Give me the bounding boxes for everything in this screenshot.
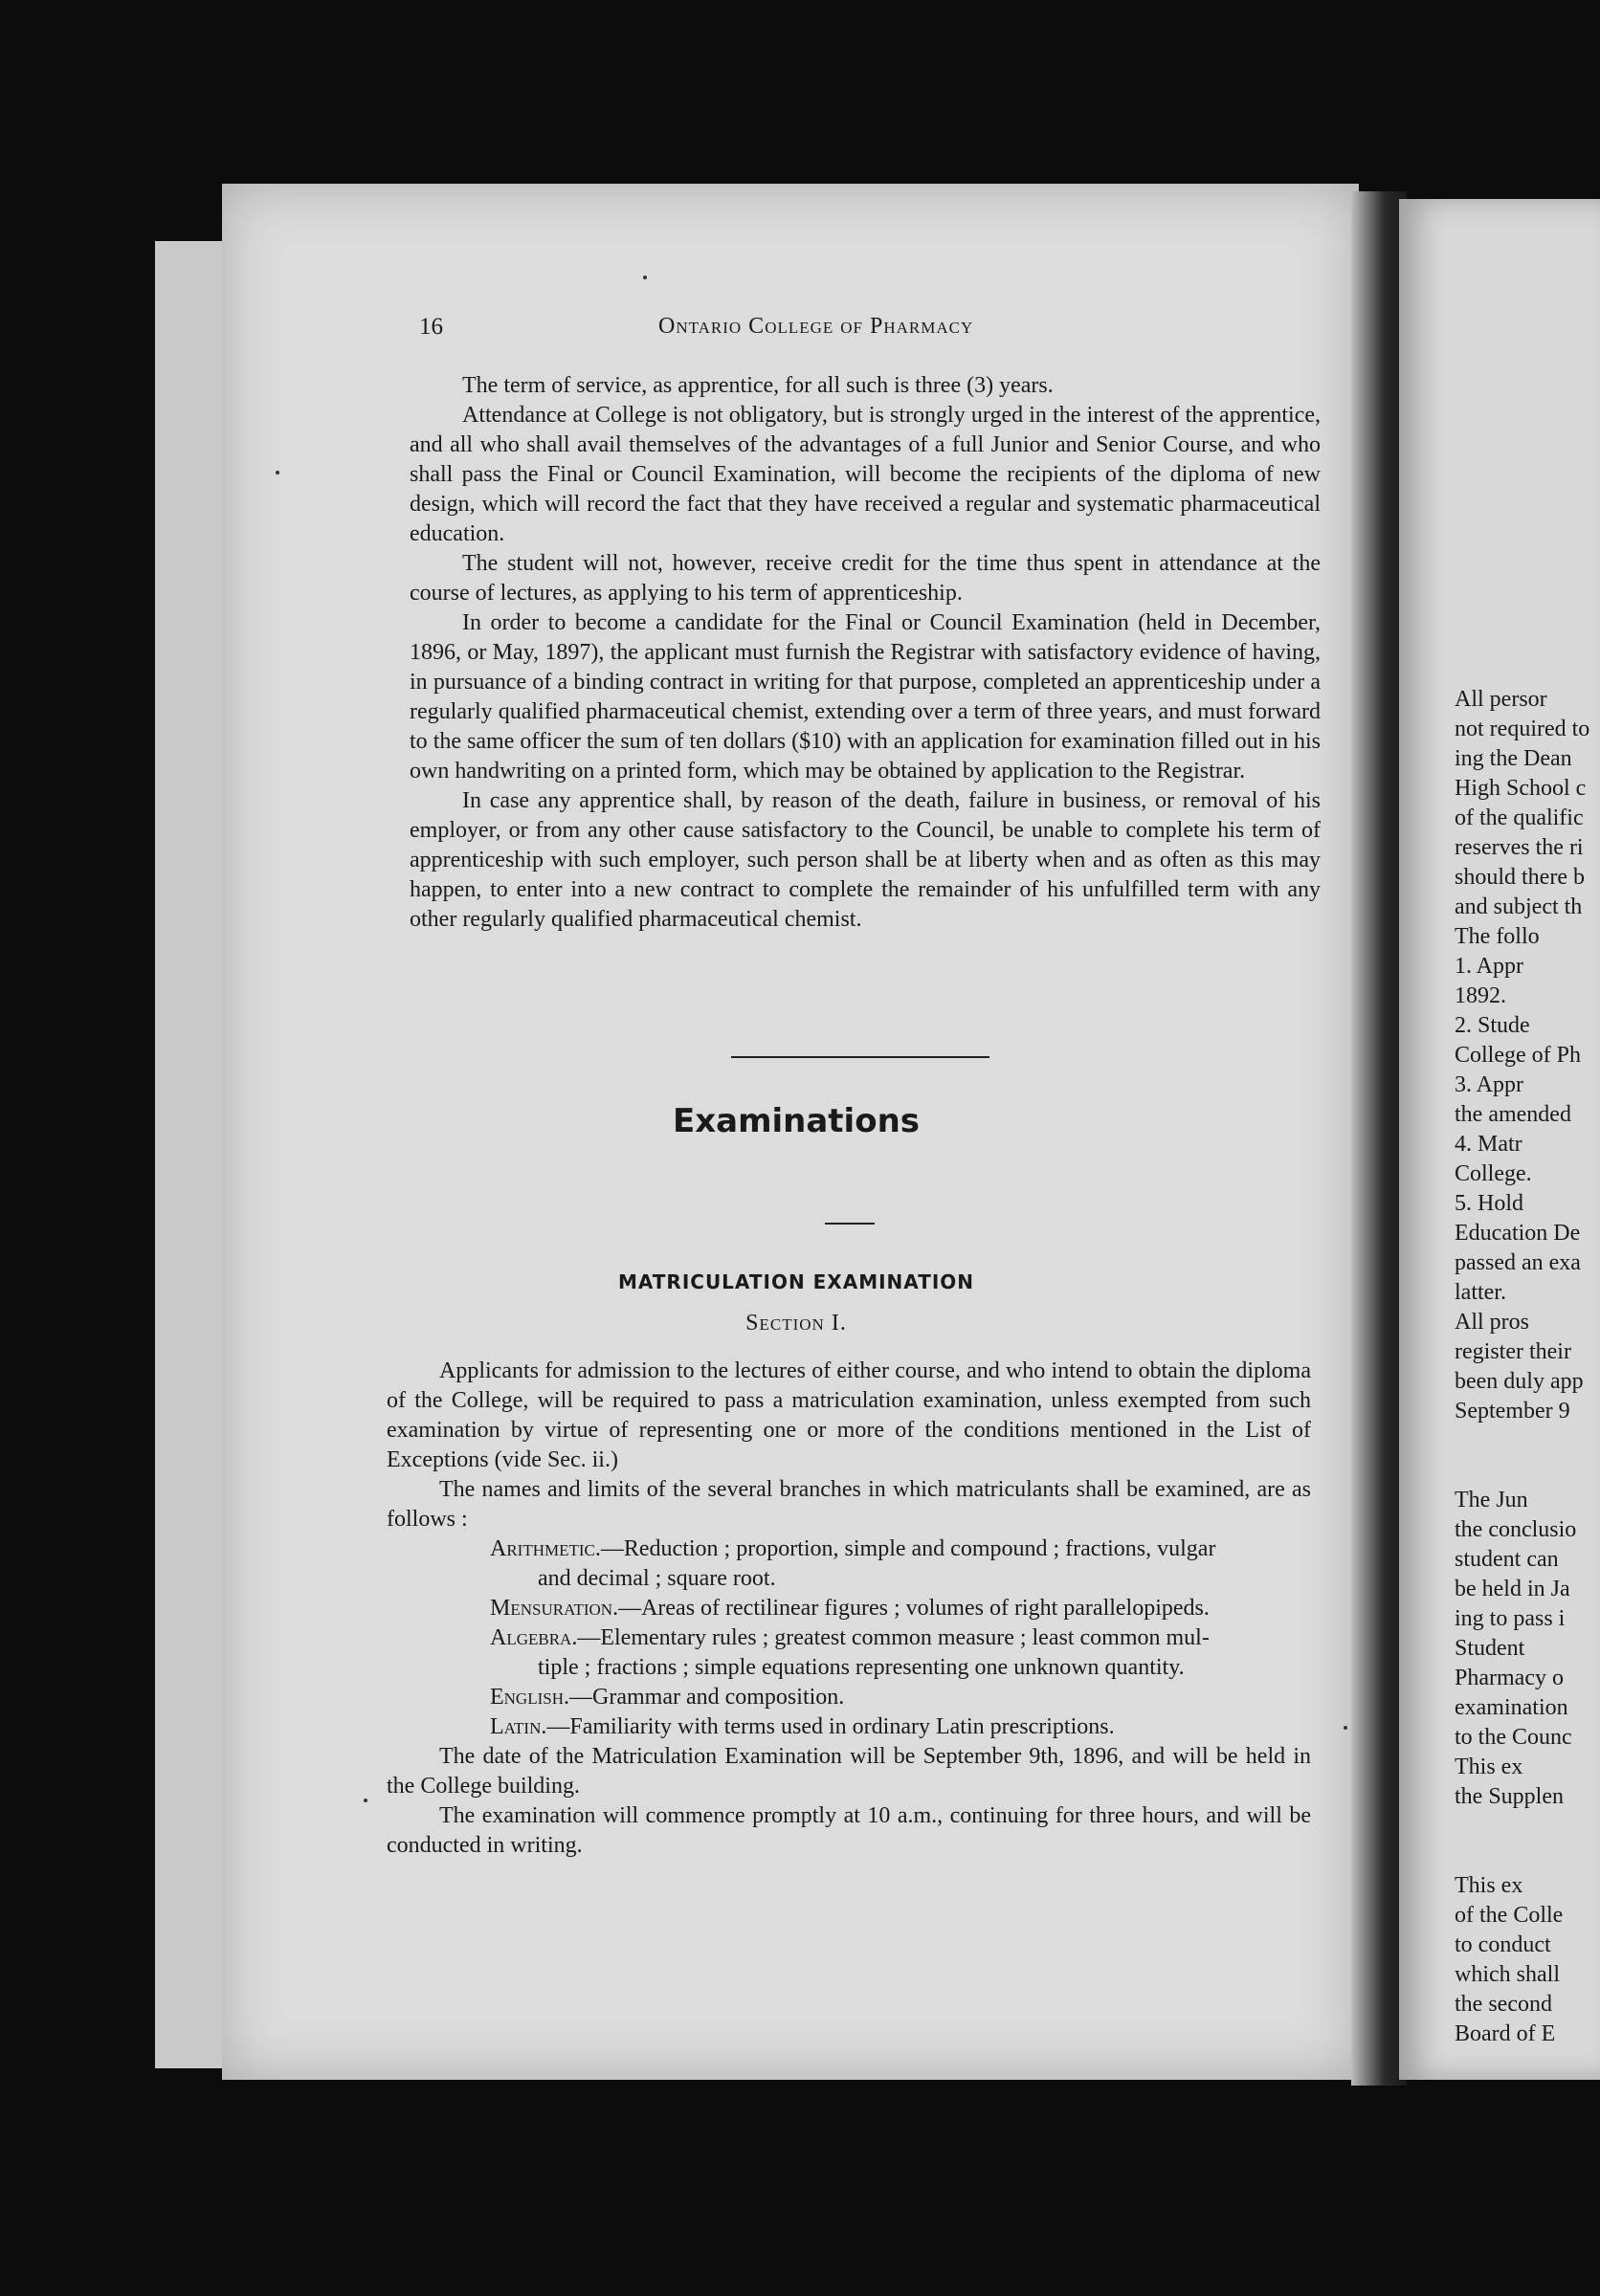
facing-page-text: [1455, 685, 1600, 2049]
ink-speck: [364, 1799, 367, 1802]
branch-label: English.: [490, 1685, 569, 1710]
branch-text: —Grammar and composition.: [569, 1685, 845, 1710]
facing-line: should there b: [1455, 865, 1585, 890]
branch-continuation: tiple ; fractions ; simple equations representing one unknown quantity.: [538, 1655, 1185, 1680]
facing-line: The Jun: [1455, 1488, 1528, 1512]
facing-line: 5. Hold: [1455, 1191, 1523, 1216]
facing-line: to the Counc: [1455, 1725, 1572, 1750]
facing-line: the second: [1455, 1992, 1552, 2017]
branch-latin: [387, 1712, 1311, 1742]
facing-line: 1. Appr: [1455, 954, 1523, 979]
facing-line: This ex: [1455, 1873, 1523, 1898]
page-number: 16: [419, 314, 443, 340]
facing-line: 1892.: [1455, 983, 1506, 1008]
facing-line: reserves the ri: [1455, 835, 1584, 860]
facing-line: ing the Dean: [1455, 746, 1572, 771]
facing-line: passed an exa: [1455, 1250, 1581, 1275]
facing-line: [1455, 1812, 1600, 1871]
paragraph-term-of-service: The term of service, as apprentice, for all such is three (3) years.: [462, 373, 1054, 398]
facing-line: Student: [1455, 1636, 1525, 1661]
branch-label: Mensuration.: [490, 1596, 619, 1621]
paragraph-new-contract: In case any apprentice shall, by reason of the death, failure in business, or removal of his employer, or from any other cause satisfactory to the Council, be unable to complete his term of apprenticeship with such employer, such person shall be at liberty when and as often as this may happen, to enter into a new contract to complete the remainder of his unfulfilled term with any other regularly qualified pharmaceutical chemist.: [410, 788, 1321, 932]
branch-label: Latin.: [490, 1714, 547, 1739]
facing-line: This ex: [1455, 1755, 1523, 1779]
facing-line: 3. Appr: [1455, 1072, 1523, 1097]
document-page: [222, 184, 1359, 2080]
facing-line: September 9: [1455, 1399, 1570, 1424]
facing-line: of the Colle: [1455, 1903, 1564, 1928]
matriculation-subheading: MATRICULATION EXAMINATION: [617, 1270, 975, 1293]
ink-speck: [1344, 1726, 1347, 1730]
running-title: Ontario College of Pharmacy: [658, 314, 974, 339]
page-header: [419, 314, 1280, 346]
facing-line: Education De: [1455, 1221, 1581, 1246]
paragraph-credit: The student will not, however, receive credit for the time thus spent in attendance at the course of lectures, as applying to his term of apprenticeship.: [410, 551, 1321, 606]
paragraph-exam-date: The date of the Matriculation Examination will be September 9th, 1896, and will be held in the College building.: [387, 1744, 1311, 1799]
matriculation-section: [387, 1357, 1311, 1861]
branch-algebra: [387, 1623, 1311, 1683]
facing-line: 2. Stude: [1455, 1013, 1530, 1038]
paragraph-exam-time: The examination will commence promptly at 10 a.m., continuing for three hours, and will be conducted in writing.: [387, 1803, 1311, 1858]
facing-line: ing to pass i: [1455, 1606, 1566, 1631]
paragraph-admission: Applicants for admission to the lectures of either course, and who intend to obtain the diploma of the College, will be required to pass a matriculation examination, unless exempted from such examination by virtue of representing one or more of the conditions mentioned in the List of Exceptions (vide Sec. ii.): [387, 1358, 1311, 1472]
examinations-heading: Examinations: [672, 1102, 921, 1140]
facing-line: High School c: [1455, 776, 1587, 801]
facing-line: and subject th: [1455, 894, 1583, 919]
branch-text: —Areas of rectilinear figures ; volumes of right parallelopipeds.: [618, 1596, 1210, 1621]
ink-speck: [643, 276, 647, 279]
facing-line: been duly app: [1455, 1369, 1584, 1394]
section-divider: [731, 1056, 989, 1058]
facing-line: [1455, 1426, 1600, 1486]
branch-english: [387, 1683, 1311, 1712]
heading-rule: [825, 1223, 875, 1225]
section-label: Section I.: [745, 1311, 847, 1336]
apprentice-section: [410, 371, 1321, 935]
facing-line: not required to: [1455, 717, 1590, 741]
facing-line: of the qualific: [1455, 806, 1584, 830]
branch-arithmetic: [387, 1534, 1311, 1594]
facing-line: All persor: [1455, 687, 1547, 712]
branch-mensuration: [387, 1594, 1311, 1623]
facing-line: to conduct: [1455, 1932, 1551, 1957]
branch-text: —Elementary rules ; greatest common measure ; least common mul-: [577, 1625, 1210, 1650]
facing-line: Board of E: [1455, 2021, 1556, 2046]
branch-label: Algebra.: [490, 1625, 578, 1650]
facing-line: Pharmacy o: [1455, 1666, 1564, 1690]
facing-line: student can: [1455, 1547, 1559, 1572]
branch-text: —Familiarity with terms used in ordinary Latin prescriptions.: [546, 1714, 1115, 1739]
facing-line: be held in Ja: [1455, 1577, 1570, 1601]
ink-speck: [276, 471, 279, 475]
facing-line: latter.: [1455, 1280, 1506, 1305]
facing-page: [1399, 199, 1600, 2080]
branch-label: Arithmetic.: [490, 1536, 601, 1561]
paragraph-branches-intro: The names and limits of the several branches in which matriculants shall be examined, are as follows :: [387, 1477, 1311, 1532]
facing-line: All pros: [1455, 1310, 1529, 1335]
facing-line: the amended: [1455, 1102, 1571, 1127]
facing-line: examination: [1455, 1695, 1568, 1720]
paragraph-candidate-requirements: In order to become a candidate for the Final or Council Examination (held in December, 1896, or May, 1897), the applicant must furnish the Registrar with satisfactory evidence of having, in pursuance of a binding contract in writing for that purpose, completed an apprenticeship under a regularly qualified pharmaceutical chemist, extending over a term of three years, and must forward to the same officer the sum of ten dollars ($10) with an application for examination filled out in his own handwriting on a printed form, which may be obtained by application to the Registrar.: [410, 610, 1321, 784]
facing-line: College.: [1455, 1161, 1532, 1186]
branch-continuation: and decimal ; square root.: [538, 1566, 776, 1591]
facing-line: 4. Matr: [1455, 1132, 1522, 1157]
branch-text: —Reduction ; proportion, simple and compound ; fractions, vulgar: [600, 1536, 1216, 1561]
facing-line: the Supplen: [1455, 1784, 1564, 1809]
facing-line: The follo: [1455, 924, 1540, 949]
facing-line: College of Ph: [1455, 1043, 1581, 1068]
paragraph-attendance: Attendance at College is not obligatory, but is strongly urged in the interest of the apprentice, and all who shall avail themselves of the advantages of a full Junior and Senior Course, and who shall pass the Final or Council Examination, will become the recipients of the diploma of new design, which will record the fact that they have received a regular and systematic pharmaceutical education.: [410, 403, 1321, 546]
facing-line: register their: [1455, 1339, 1571, 1364]
facing-line: the conclusio: [1455, 1517, 1577, 1542]
facing-line: which shall: [1455, 1962, 1560, 1987]
